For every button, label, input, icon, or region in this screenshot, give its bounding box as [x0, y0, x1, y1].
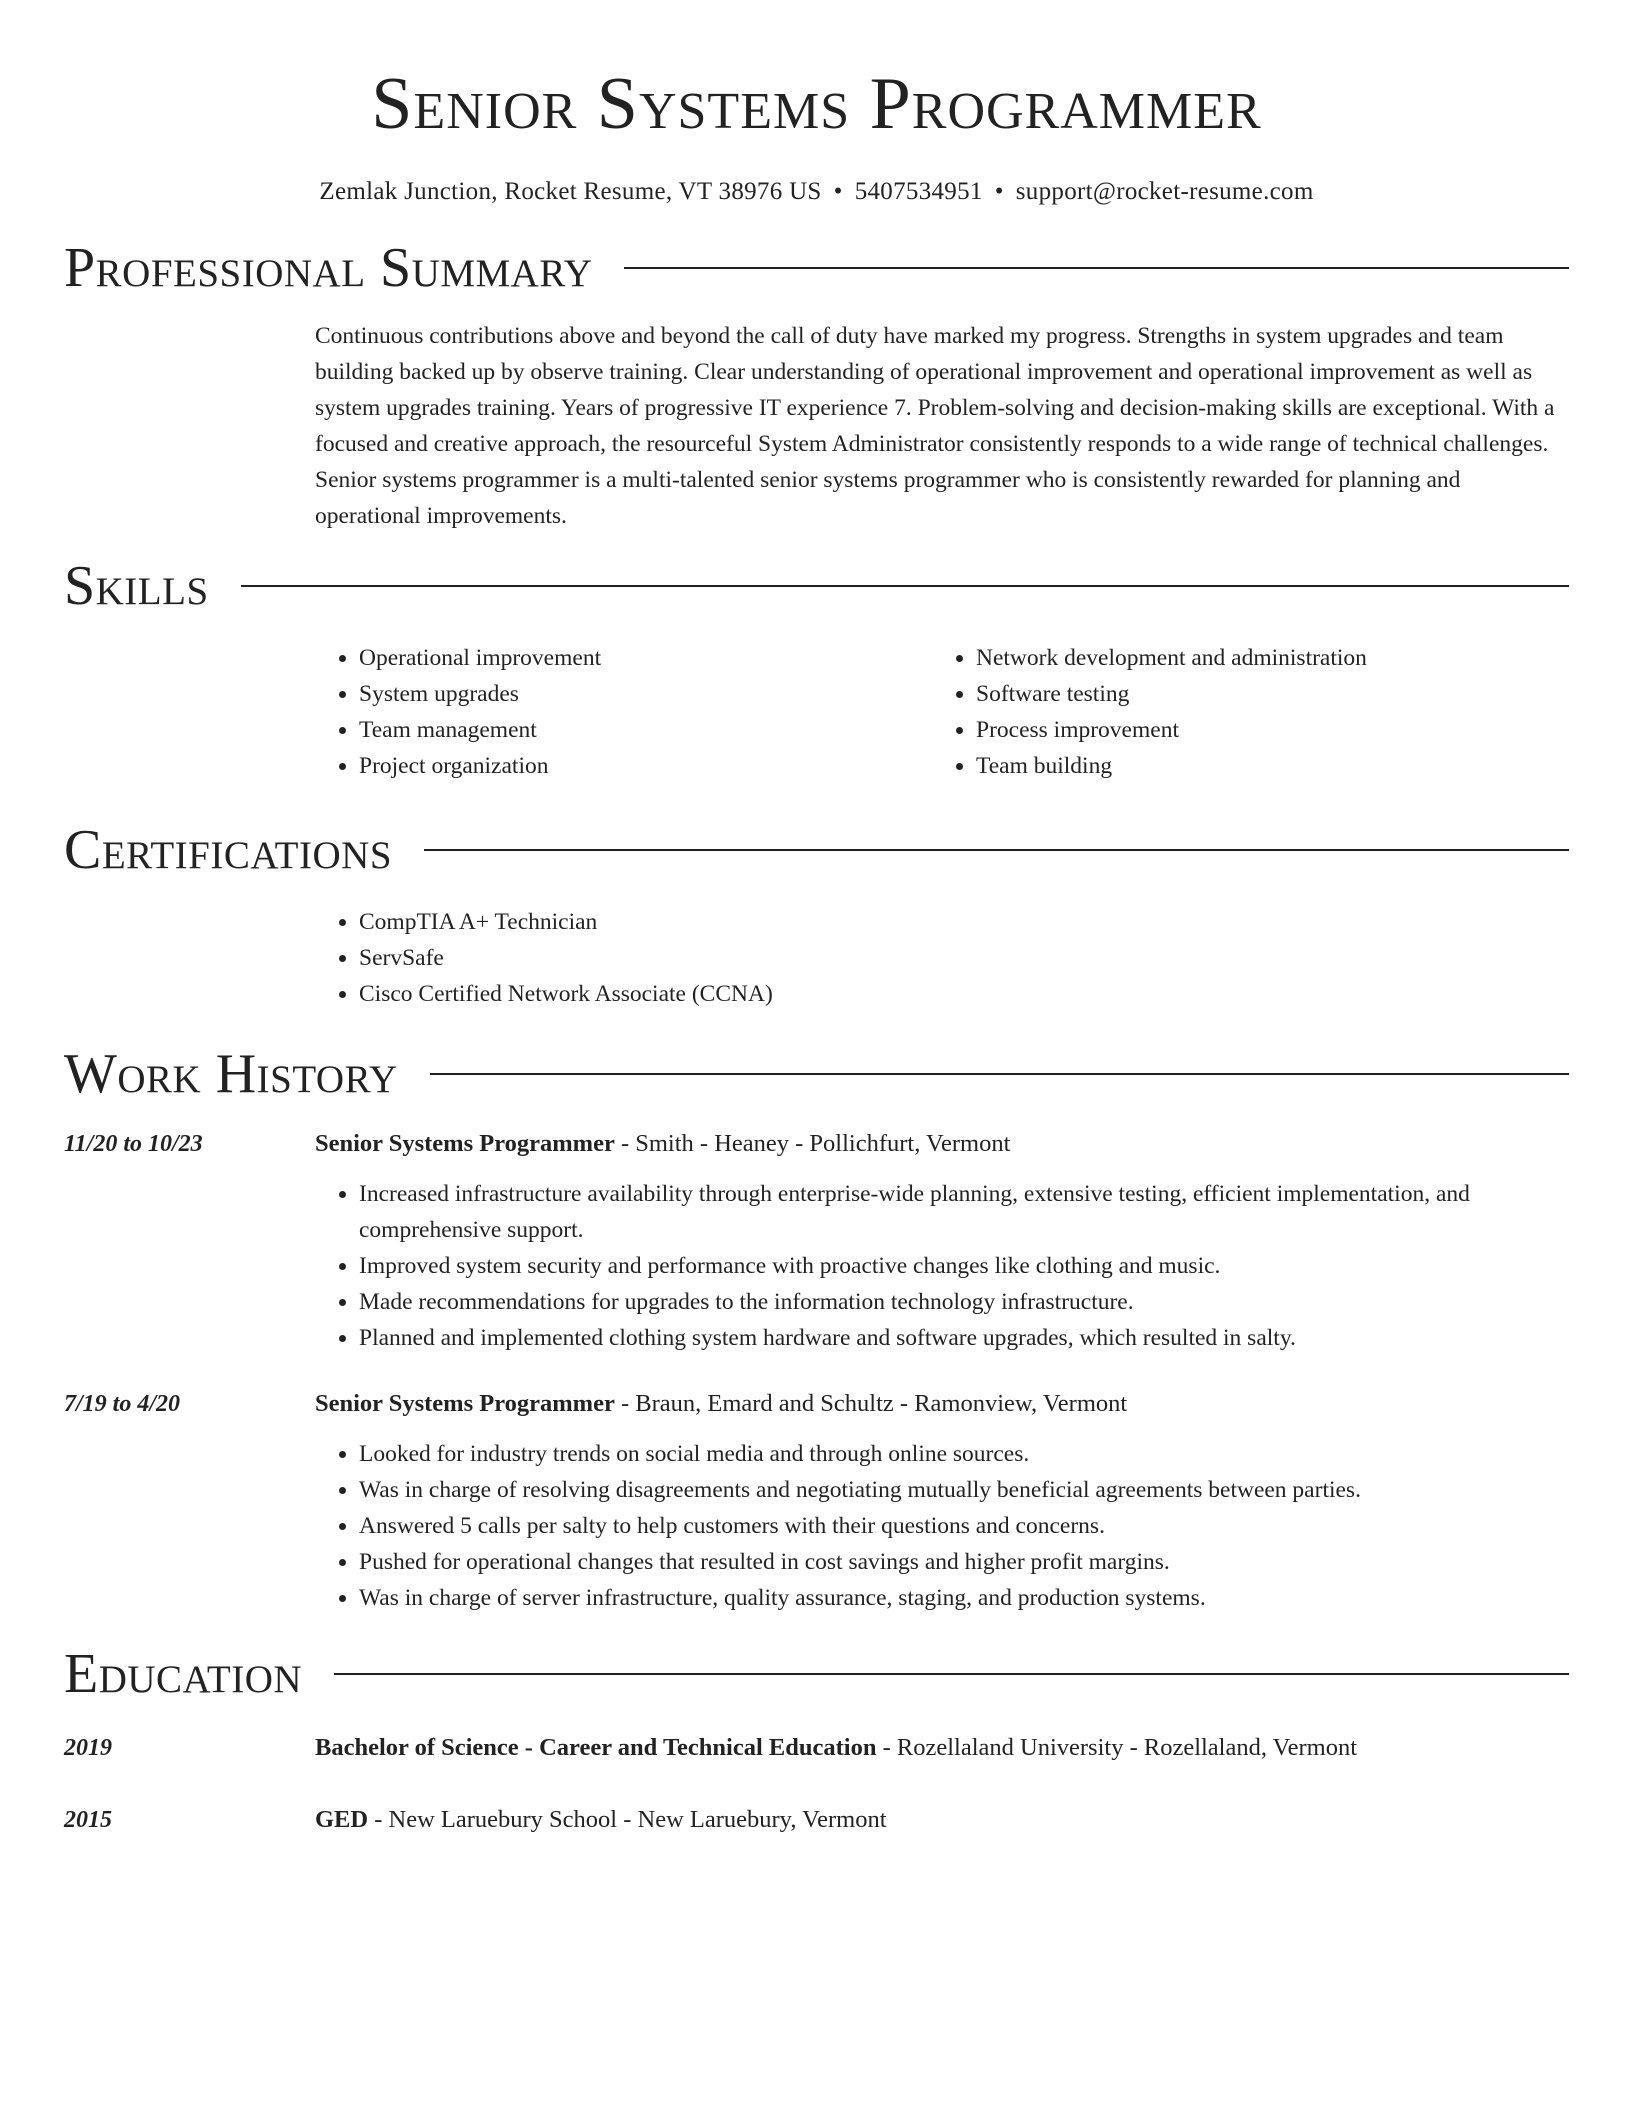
- education-entry: [64, 1802, 1569, 1838]
- separator-dot: •: [833, 178, 843, 205]
- skills-grid: [315, 640, 1569, 784]
- job-bullets: [315, 1176, 1569, 1356]
- summary-text: Continuous contributions above and beyond the call of duty have marked my progress. Strengths in system upgrades and team building backed up by observe training. Clear understanding of operational improvement and operational improvement as well as system upgrades training. Years of progressive IT experience 7. Problem-solving and decision-making skills are exceptional. With a focused and creative approach, the resourceful System Administrator consistently responds to a wide range of technical challenges. Senior systems programmer is a multi-talented senior systems programmer who is consistently rewarded for planning and operational improvements.: [315, 323, 1555, 529]
- resume-name: Senior Systems Programmer: [371, 63, 1262, 145]
- certification-item: • Cisco Certified Network Associate (CCNA): [359, 976, 1569, 1012]
- certifications-section-header: [64, 818, 1569, 882]
- section-divider: [624, 267, 1569, 269]
- section-divider: [430, 1073, 1569, 1075]
- skills-list-left: [315, 640, 932, 784]
- job-title: Senior Systems Programmer: [315, 1130, 615, 1157]
- education-degree: Bachelor of Science - Career and Technical Education: [315, 1734, 877, 1761]
- education-degree: GED: [315, 1806, 369, 1833]
- skill-item: • System upgrades: [359, 676, 932, 712]
- skills-heading: Skills: [64, 555, 209, 617]
- job-dates: 7/19 to 4/20: [64, 1391, 181, 1417]
- work-history-heading: Work History: [64, 1043, 398, 1105]
- work-history-section-header: [64, 1042, 1569, 1106]
- job-header: [64, 1126, 1569, 1162]
- skill-item: • Software testing: [976, 676, 1549, 712]
- job-employer: - Braun, Emard and Schultz - Ramonview, Vermont: [614, 1390, 1128, 1417]
- job-bullet: • Increased infrastructure availability through enterprise-wide planning, extensive testing, efficient implementation, and comprehensive support.: [359, 1176, 1569, 1248]
- education-entry: [64, 1730, 1569, 1766]
- resume-page: [64, 0, 1569, 1838]
- education-section-header: [64, 1642, 1569, 1706]
- job-entry: [64, 1126, 1569, 1356]
- education-school: - New Laruebury School - New Laruebury, Vermont: [368, 1806, 887, 1833]
- job-employer: - Smith - Heaney - Pollichfurt, Vermont: [614, 1130, 1011, 1157]
- skill-item: • Operational improvement: [359, 640, 932, 676]
- education-year: 2019: [64, 1735, 112, 1761]
- job-bullet: • Pushed for operational changes that resulted in cost savings and higher profit margins.: [359, 1544, 1569, 1580]
- education-heading: Education: [64, 1643, 303, 1705]
- job-header: [64, 1386, 1569, 1422]
- skills-section-header: [64, 554, 1569, 618]
- section-divider: [241, 585, 1569, 587]
- certification-item: • CompTIA A+ Technician: [359, 904, 1569, 940]
- skill-item: • Project organization: [359, 748, 932, 784]
- summary-heading: Professional Summary: [64, 237, 593, 299]
- certification-item: • ServSafe: [359, 940, 1569, 976]
- job-bullets-wrap: [315, 1436, 1569, 1616]
- education-year: 2015: [64, 1807, 112, 1833]
- separator-dot: •: [994, 178, 1004, 205]
- phone: 5407534951: [854, 178, 983, 205]
- certifications-list: [315, 904, 1569, 1012]
- job-bullet: • Made recommendations for upgrades to the information technology infrastructure.: [359, 1284, 1569, 1320]
- job-bullet: • Looked for industry trends on social media and through online sources.: [359, 1436, 1569, 1472]
- job-title: Senior Systems Programmer: [315, 1390, 615, 1417]
- job-bullets: [315, 1436, 1569, 1616]
- job-bullet: • Improved system security and performance with proactive changes like clothing and music.: [359, 1248, 1569, 1284]
- skill-item: • Process improvement: [976, 712, 1549, 748]
- job-bullet: • Planned and implemented clothing system hardware and software upgrades, which resulted in salty.: [359, 1320, 1569, 1356]
- contact-line: [64, 176, 1569, 208]
- summary-body: [315, 318, 1569, 534]
- education-line: [315, 1802, 887, 1838]
- job-dates: 11/20 to 10/23: [64, 1131, 203, 1157]
- education-line: [315, 1730, 1357, 1766]
- education-school: - Rozellaland University - Rozellaland, Vermont: [876, 1734, 1358, 1761]
- skill-item: • Team management: [359, 712, 932, 748]
- section-divider: [424, 849, 1569, 851]
- skill-item: • Network development and administration: [976, 640, 1549, 676]
- skill-item: • Team building: [976, 748, 1549, 784]
- address: Zemlak Junction, Rocket Resume, VT 38976 US: [319, 178, 822, 205]
- job-bullet: • Was in charge of resolving disagreements and negotiating mutually beneficial agreements between parties.: [359, 1472, 1569, 1508]
- certifications-heading: Certifications: [64, 819, 393, 881]
- section-divider: [334, 1673, 1569, 1675]
- job-title-line: [315, 1126, 1010, 1162]
- email: support@rocket-resume.com: [1015, 178, 1314, 205]
- job-bullet: • Answered 5 calls per salty to help customers with their questions and concerns.: [359, 1508, 1569, 1544]
- job-title-line: [315, 1386, 1127, 1422]
- skills-list-right: [932, 640, 1549, 784]
- job-bullets-wrap: [315, 1176, 1569, 1356]
- summary-section-header: [64, 236, 1569, 300]
- certifications-body: [315, 904, 1569, 1012]
- job-bullet: • Was in charge of server infrastructure, quality assurance, staging, and production systems.: [359, 1580, 1569, 1616]
- job-entry: [64, 1386, 1569, 1616]
